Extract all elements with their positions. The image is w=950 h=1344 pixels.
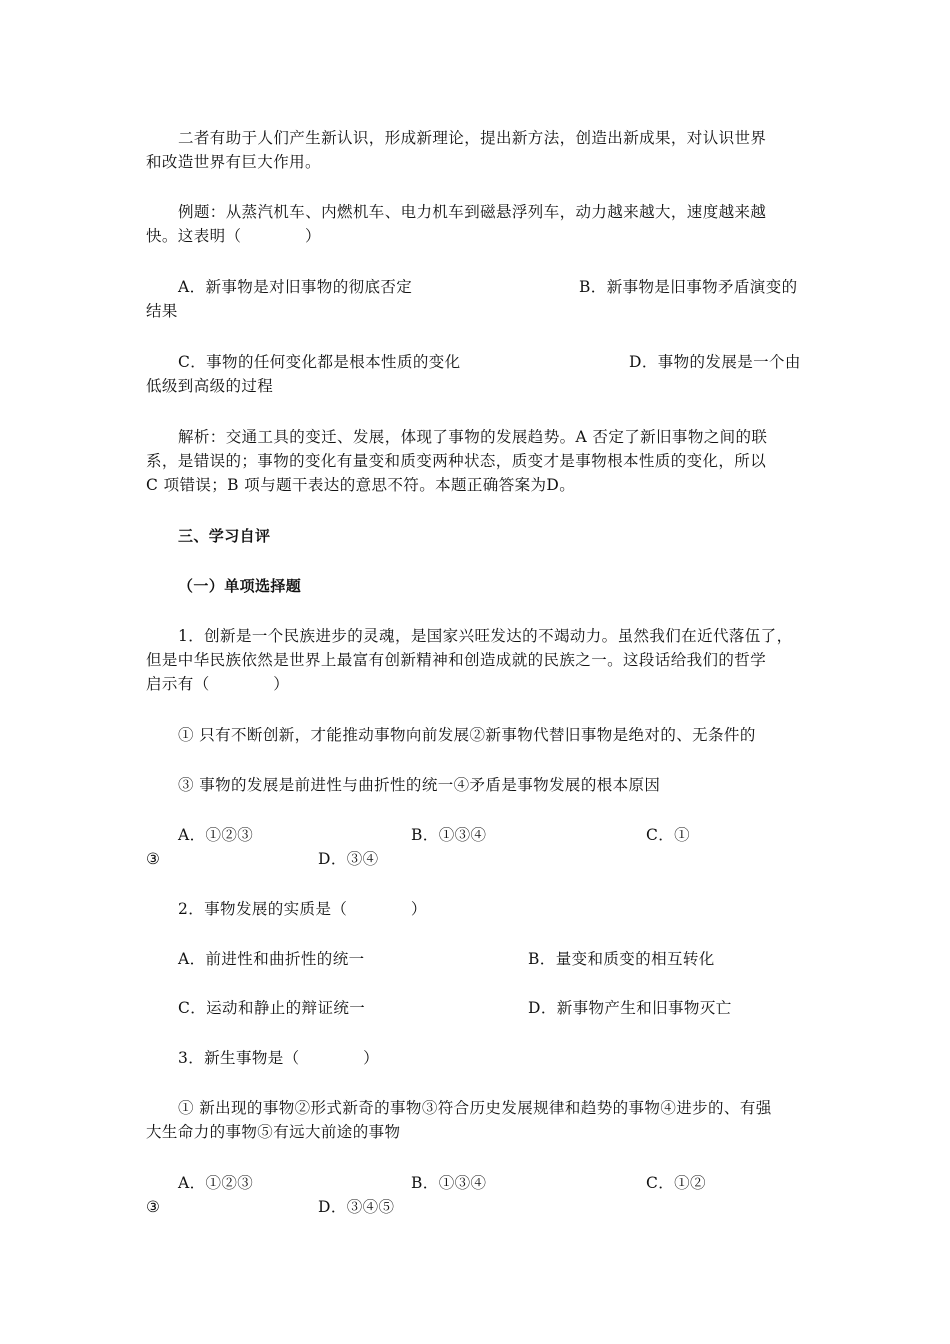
option-c: C．① [646,826,691,844]
option-c: C．事物的任何变化都是根本性质的变化 [178,353,461,371]
option-a: A．①②③ [178,1174,254,1192]
statement-line: ③ 事物的发展是前进性与曲折性的统一④矛盾是事物发展的根本原因 [178,776,661,794]
paragraph-line: 和改造世界有巨大作用。 [146,153,321,171]
analysis-line: C 项错误；B 项与题干表达的意思不符。本题正确答案为D。 [146,476,576,494]
option-a: A．①②③ [178,826,254,844]
section-subheading: （一）单项选择题 [178,577,302,595]
example-stem: 例题：从蒸汽机车、内燃机车、电力机车到磁悬浮列车，动力越来越大，速度越来越 [178,203,767,221]
option-d: D．③④ [318,850,379,868]
statement-line: ① 只有不断创新，才能推动事物向前发展②新事物代替旧事物是绝对的、无条件的 [178,726,756,744]
question-stem: 1．创新是一个民族进步的灵魂，是国家兴旺发达的不竭动力。虽然我们在近代落伍了， [178,627,793,645]
option-c-cont: ③ [146,850,161,868]
statement-line: 大生命力的事物⑤有远大前途的事物 [146,1123,401,1141]
option-d: D．事物的发展是一个由 [629,353,801,371]
question-stem: 3．新生事物是（ ） [178,1049,380,1067]
paragraph-line: 二者有助于人们产生新认识，形成新理论，提出新方法，创造出新成果，对认识世界 [178,129,767,147]
option-b: B．①③④ [411,1174,487,1192]
option-c: C．①② [646,1174,706,1192]
analysis-line: 系，是错误的；事物的变化有量变和质变两种状态，质变才是事物根本性质的变化，所以 [146,452,767,470]
option-a: A．新事物是对旧事物的彻底否定 [178,278,413,296]
option-d: D．新事物产生和旧事物灭亡 [528,999,732,1017]
option-b-cont: 结果 [146,302,178,320]
question-stem: 启示有（ ） [146,675,290,693]
option-c: C．运动和静止的辩证统一 [178,999,366,1017]
option-b: B．①③④ [411,826,487,844]
question-stem: 但是中华民族依然是世界上最富有创新精神和创造成就的民族之一。这段话给我们的哲学 [146,651,767,669]
option-a: A．前进性和曲折性的统一 [178,950,365,968]
question-stem: 2．事物发展的实质是（ ） [178,900,427,918]
option-b: B．量变和质变的相互转化 [528,950,715,968]
option-d: D．③④⑤ [318,1198,395,1216]
statement-line: ① 新出现的事物②形式新奇的事物③符合历史发展规律和趋势的事物④进步的、有强 [178,1099,772,1117]
analysis-line: 解析：交通工具的变迁、发展，体现了事物的发展趋势。A 否定了新旧事物之间的联 [178,428,768,446]
option-d-cont: 低级到高级的过程 [146,377,274,395]
example-stem: 快。这表明（ ） [146,227,321,245]
section-heading: 三、学习自评 [178,527,271,545]
option-b: B．新事物是旧事物矛盾演变的 [579,278,798,296]
option-c-cont: ③ [146,1198,161,1216]
